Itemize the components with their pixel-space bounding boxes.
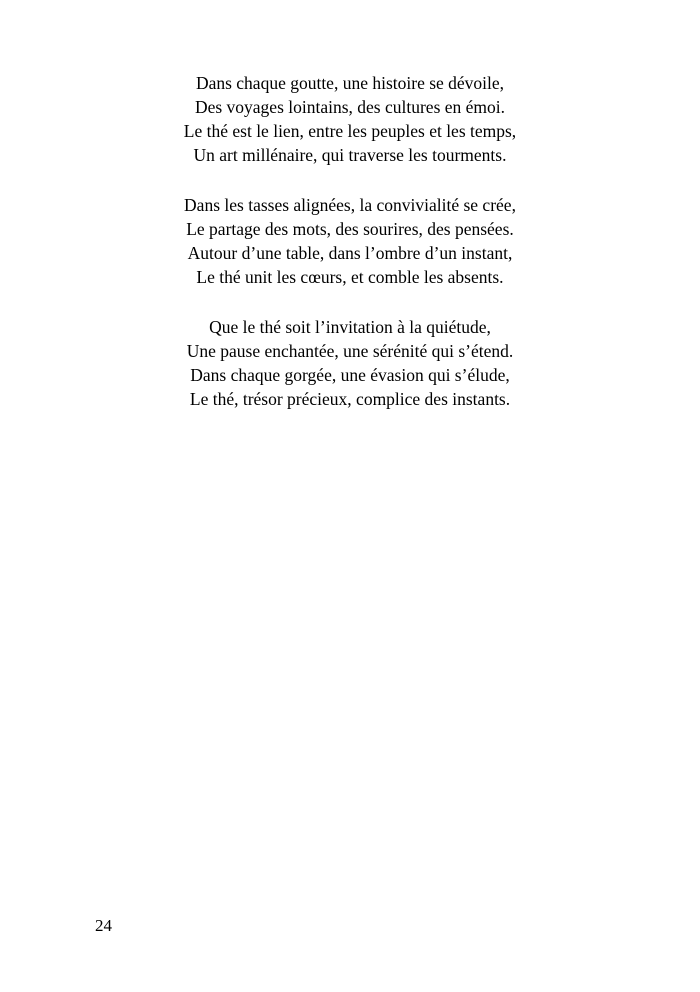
poem-line: Le thé est le lien, entre les peuples et les temps, <box>183 121 517 141</box>
stanza-2 <box>0 193 700 289</box>
poem-line: Des voyages lointains, des cultures en émoi. <box>194 97 506 117</box>
poem-line: Dans chaque goutte, une histoire se dévoile, <box>195 73 505 93</box>
stanza-3 <box>0 315 700 411</box>
poem-line: Le thé, trésor précieux, complice des instants. <box>189 389 511 409</box>
poem-line: Un art millénaire, qui traverse les tourments. <box>193 145 507 165</box>
poem-line: Le thé unit les cœurs, et comble les absents. <box>196 267 504 287</box>
poem-line: Autour d’une table, dans l’ombre d’un instant, <box>187 243 513 263</box>
poem-line: Que le thé soit l’invitation à la quiétude, <box>209 317 491 337</box>
poem-line: Une pause enchantée, une sérénité qui s’étend. <box>186 341 514 361</box>
poem-line: Le partage des mots, des sourires, des pensées. <box>186 219 514 239</box>
page-number: 24 <box>95 916 112 935</box>
poem-line: Dans chaque gorgée, une évasion qui s’élude, <box>190 365 510 385</box>
stanza-1 <box>0 71 700 167</box>
poem-line: Dans les tasses alignées, la convivialité se crée, <box>184 195 516 215</box>
poem <box>0 71 700 437</box>
